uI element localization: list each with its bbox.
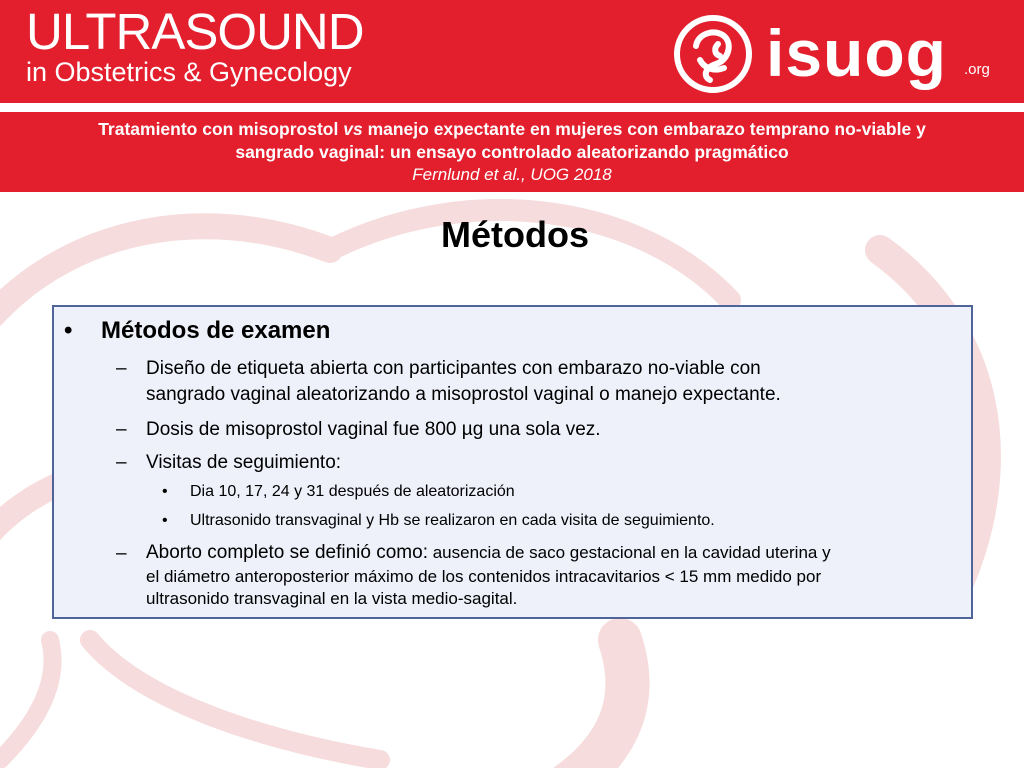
fetus-logo-icon [670, 10, 756, 96]
article-title-line2: sangrado vaginal: un ensayo controlado aleatorizando pragmático [235, 142, 789, 162]
sub1-text: Dia 10, 17, 24 y 31 después de aleatorización [190, 483, 515, 500]
isuog-logo [670, 10, 1000, 95]
article-title-part1: Tratamiento con misoprostol [98, 119, 344, 139]
heading-bullet-marker: • [64, 317, 73, 344]
isuog-domain-suffix: .org [964, 61, 990, 78]
item4-rest: ausencia de saco gestacional en la cavidad uterina y [428, 543, 831, 562]
journal-header [0, 0, 1024, 103]
methods-content-box [52, 305, 973, 619]
journal-subtitle: in Obstetrics & Gynecology [26, 57, 352, 87]
article-title-vs: vs [343, 119, 363, 139]
article-title-line1 [0, 112, 1024, 141]
header-divider [0, 103, 1024, 112]
item4-line2: el diámetro anteroposterior máximo de los contenidos intracavitarios < 15 mm medido por [146, 567, 822, 586]
journal-title: ULTRASOUND [26, 3, 364, 60]
item3-text: Visitas de seguimiento: [146, 452, 342, 473]
sub2-bullet-marker: • [162, 512, 168, 529]
item4-line1 [146, 541, 964, 565]
item4-lead: Aborto completo se definió como: [146, 542, 428, 563]
sub2-text: Ultrasonido transvaginal y Hb se realizaron en cada visita de seguimiento. [190, 512, 715, 529]
item2-text: Dosis de misoprostol vaginal fue 800 µg una sola vez. [146, 419, 601, 440]
methods-heading: Métodos de examen [101, 317, 331, 344]
isuog-wordmark: isuog [766, 16, 947, 90]
sub1-bullet-marker: • [162, 483, 168, 500]
section-title: Métodos [441, 214, 589, 255]
article-citation: Fernlund et al., UOG 2018 [412, 165, 612, 184]
item2-dash-marker: – [116, 419, 127, 440]
article-title-part2: manejo expectante en mujeres con embarazo temprano no-viable y [362, 119, 926, 139]
item4-dash-marker: – [116, 543, 127, 564]
item1-line2: sangrado vaginal aleatorizando a misoprostol vaginal o manejo expectante. [146, 384, 781, 405]
item1-dash-marker: – [116, 358, 127, 379]
item1-line1: Diseño de etiqueta abierta con participantes con embarazo no-viable con [146, 358, 761, 379]
item3-dash-marker: – [116, 452, 127, 473]
item4-line3: ultrasonido transvaginal en la vista medio-sagital. [146, 589, 518, 608]
article-title-banner [0, 112, 1024, 192]
